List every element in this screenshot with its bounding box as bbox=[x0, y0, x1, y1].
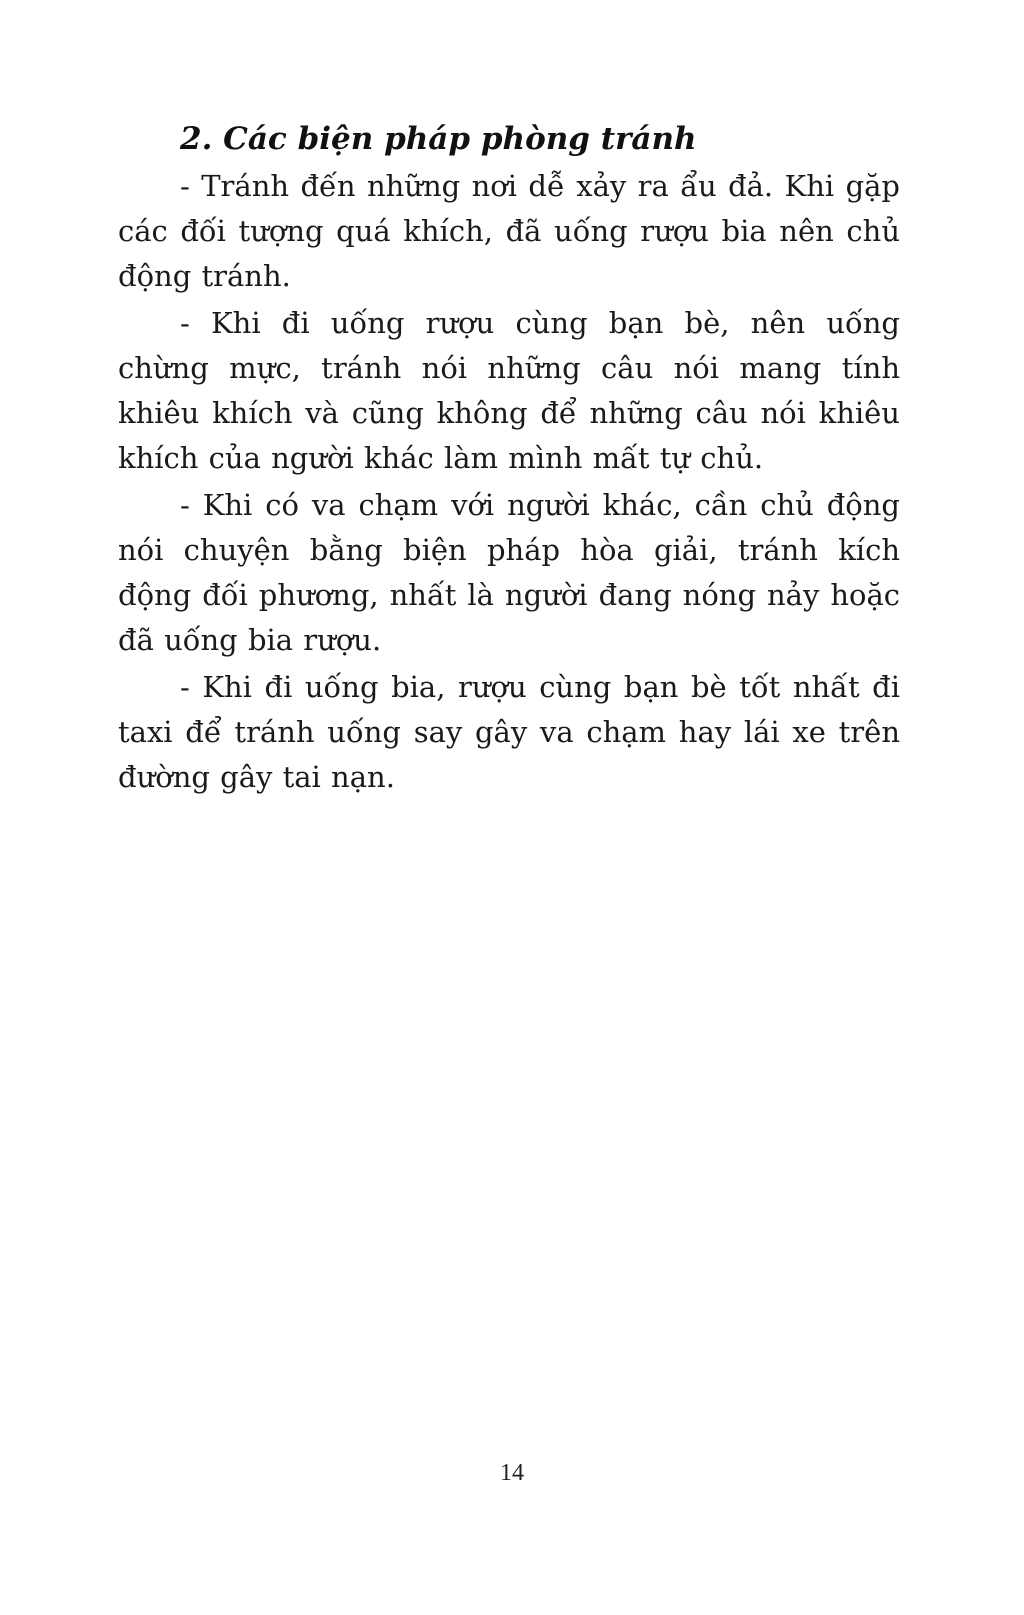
page-number: 14 bbox=[500, 1460, 524, 1486]
section-heading: 2. Các biện pháp phòng tránh bbox=[180, 121, 697, 157]
paragraph: - Khi đi uống rượu cùng bạn bè, nên uống chừng mực, tránh nói những câu nói mang tính khiêu khích và cũng không để những câu nói khiêu khích của người khác làm mình mất tự chủ. bbox=[118, 306, 900, 475]
paragraph: - Khi có va chạm với người khác, cần chủ động nói chuyện bằng biện pháp hòa giải, tránh kích động đối phương, nhất là người đang nóng nảy hoặc đã uống bia rượu. bbox=[118, 488, 900, 657]
page-content bbox=[118, 116, 900, 802]
paragraph: - Tránh đến những nơi dễ xảy ra ẩu đả. Khi gặp các đối tượng quá khích, đã uống rượu bia nên chủ động tránh. bbox=[118, 169, 900, 293]
paragraph: - Khi đi uống bia, rượu cùng bạn bè tốt nhất đi taxi để tránh uống say gây va chạm hay lái xe trên đường gây tai nạn. bbox=[118, 670, 900, 794]
